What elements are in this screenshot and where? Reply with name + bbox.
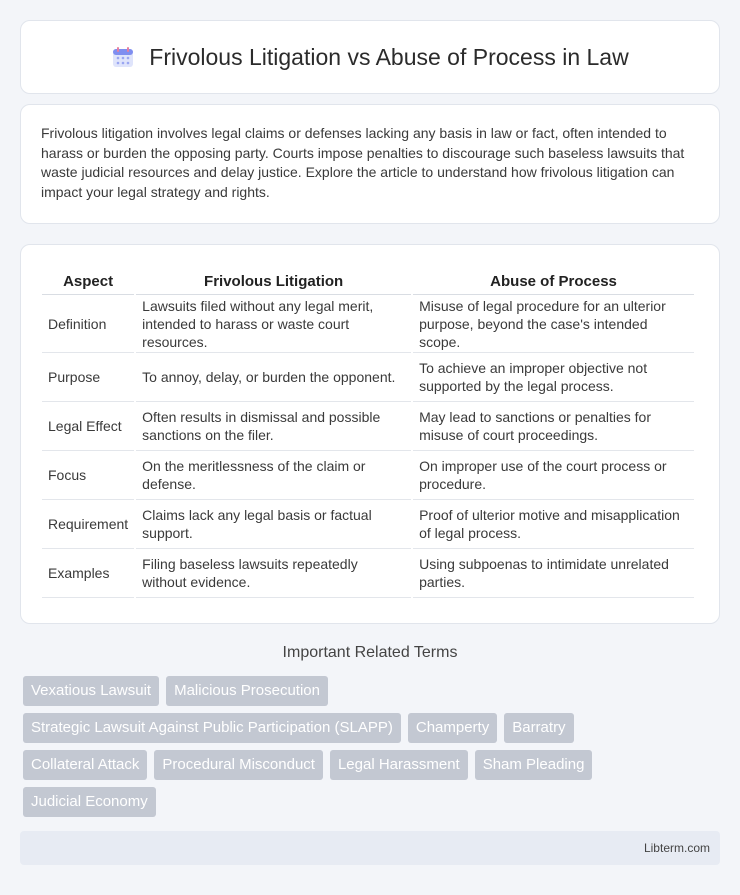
row-aspect: Purpose	[42, 353, 134, 402]
table-row	[42, 353, 694, 402]
tag-row	[23, 750, 703, 780]
row-aspect: Requirement	[42, 500, 134, 549]
row-aspect: Focus	[42, 451, 134, 500]
header-card	[20, 20, 720, 94]
column-header-frivolous-litigation: Frivolous Litigation	[136, 265, 411, 295]
related-term-tag[interactable]: Strategic Lawsuit Against Public Participation (SLAPP)	[23, 713, 401, 743]
related-term-tag[interactable]: Champerty	[408, 713, 497, 743]
frivolous-cell: On the meritlessness of the claim or defense.	[136, 451, 411, 500]
related-term-tag[interactable]: Sham Pleading	[475, 750, 593, 780]
comparison-table-card	[20, 244, 720, 624]
abuse-cell: May lead to sanctions or penalties for misuse of court proceedings.	[413, 402, 694, 451]
row-aspect: Definition	[42, 295, 134, 353]
row-aspect: Examples	[42, 549, 134, 598]
related-term-tag[interactable]: Barratry	[504, 713, 573, 743]
table-row	[42, 451, 694, 500]
abuse-cell: Proof of ulterior motive and misapplication of legal process.	[413, 500, 694, 549]
frivolous-cell: Filing baseless lawsuits repeatedly without evidence.	[136, 549, 411, 598]
tag-row	[23, 713, 703, 743]
related-term-tag[interactable]: Malicious Prosecution	[166, 676, 328, 706]
table-row	[42, 500, 694, 549]
calendar-icon	[111, 45, 135, 69]
column-header-aspect: Aspect	[42, 265, 134, 295]
abuse-cell: Misuse of legal procedure for an ulterior purpose, beyond the case's intended scope.	[413, 295, 694, 353]
related-term-tag[interactable]: Judicial Economy	[23, 787, 156, 817]
related-term-tag[interactable]: Vexatious Lawsuit	[23, 676, 159, 706]
frivolous-cell: Claims lack any legal basis or factual support.	[136, 500, 411, 549]
intro-text: Frivolous litigation involves legal claims or defenses lacking any basis in law or fact, often intended to harass or burden the opposing party. Courts impose penalties to discourage such baseless lawsuits that waste judicial resources and delay justice. Explore the article to understand how frivolous litigation can impact your legal strategy and rights.	[41, 125, 685, 200]
table-header-row	[42, 265, 694, 295]
frivolous-cell: Lawsuits filed without any legal merit, intended to harass or waste court resources.	[136, 295, 411, 353]
column-header-abuse-of-process: Abuse of Process	[413, 265, 694, 295]
frivolous-cell: To annoy, delay, or burden the opponent.	[136, 353, 411, 402]
tag-row	[23, 787, 703, 817]
footer-site-link[interactable]: Libterm.com	[643, 841, 710, 855]
related-term-tag[interactable]: Legal Harassment	[330, 750, 468, 780]
table-row	[42, 295, 694, 353]
row-aspect: Legal Effect	[42, 402, 134, 451]
abuse-cell: To achieve an improper objective not supported by the legal process.	[413, 353, 694, 402]
comparison-table	[40, 265, 696, 598]
table-row	[42, 549, 694, 598]
frivolous-cell: Often results in dismissal and possible sanctions on the filer.	[136, 402, 411, 451]
related-terms-heading: Important Related Terms	[282, 644, 458, 661]
page-title: Frivolous Litigation vs Abuse of Process in Law	[149, 43, 629, 70]
related-term-tag[interactable]: Collateral Attack	[23, 750, 147, 780]
related-term-tag[interactable]: Procedural Misconduct	[154, 750, 323, 780]
footer	[20, 831, 720, 865]
tag-row	[23, 676, 703, 706]
table-row	[42, 402, 694, 451]
related-terms-list	[23, 676, 703, 824]
abuse-cell: On improper use of the court process or procedure.	[413, 451, 694, 500]
abuse-cell: Using subpoenas to intimidate unrelated parties.	[413, 549, 694, 598]
intro-card	[20, 104, 720, 224]
